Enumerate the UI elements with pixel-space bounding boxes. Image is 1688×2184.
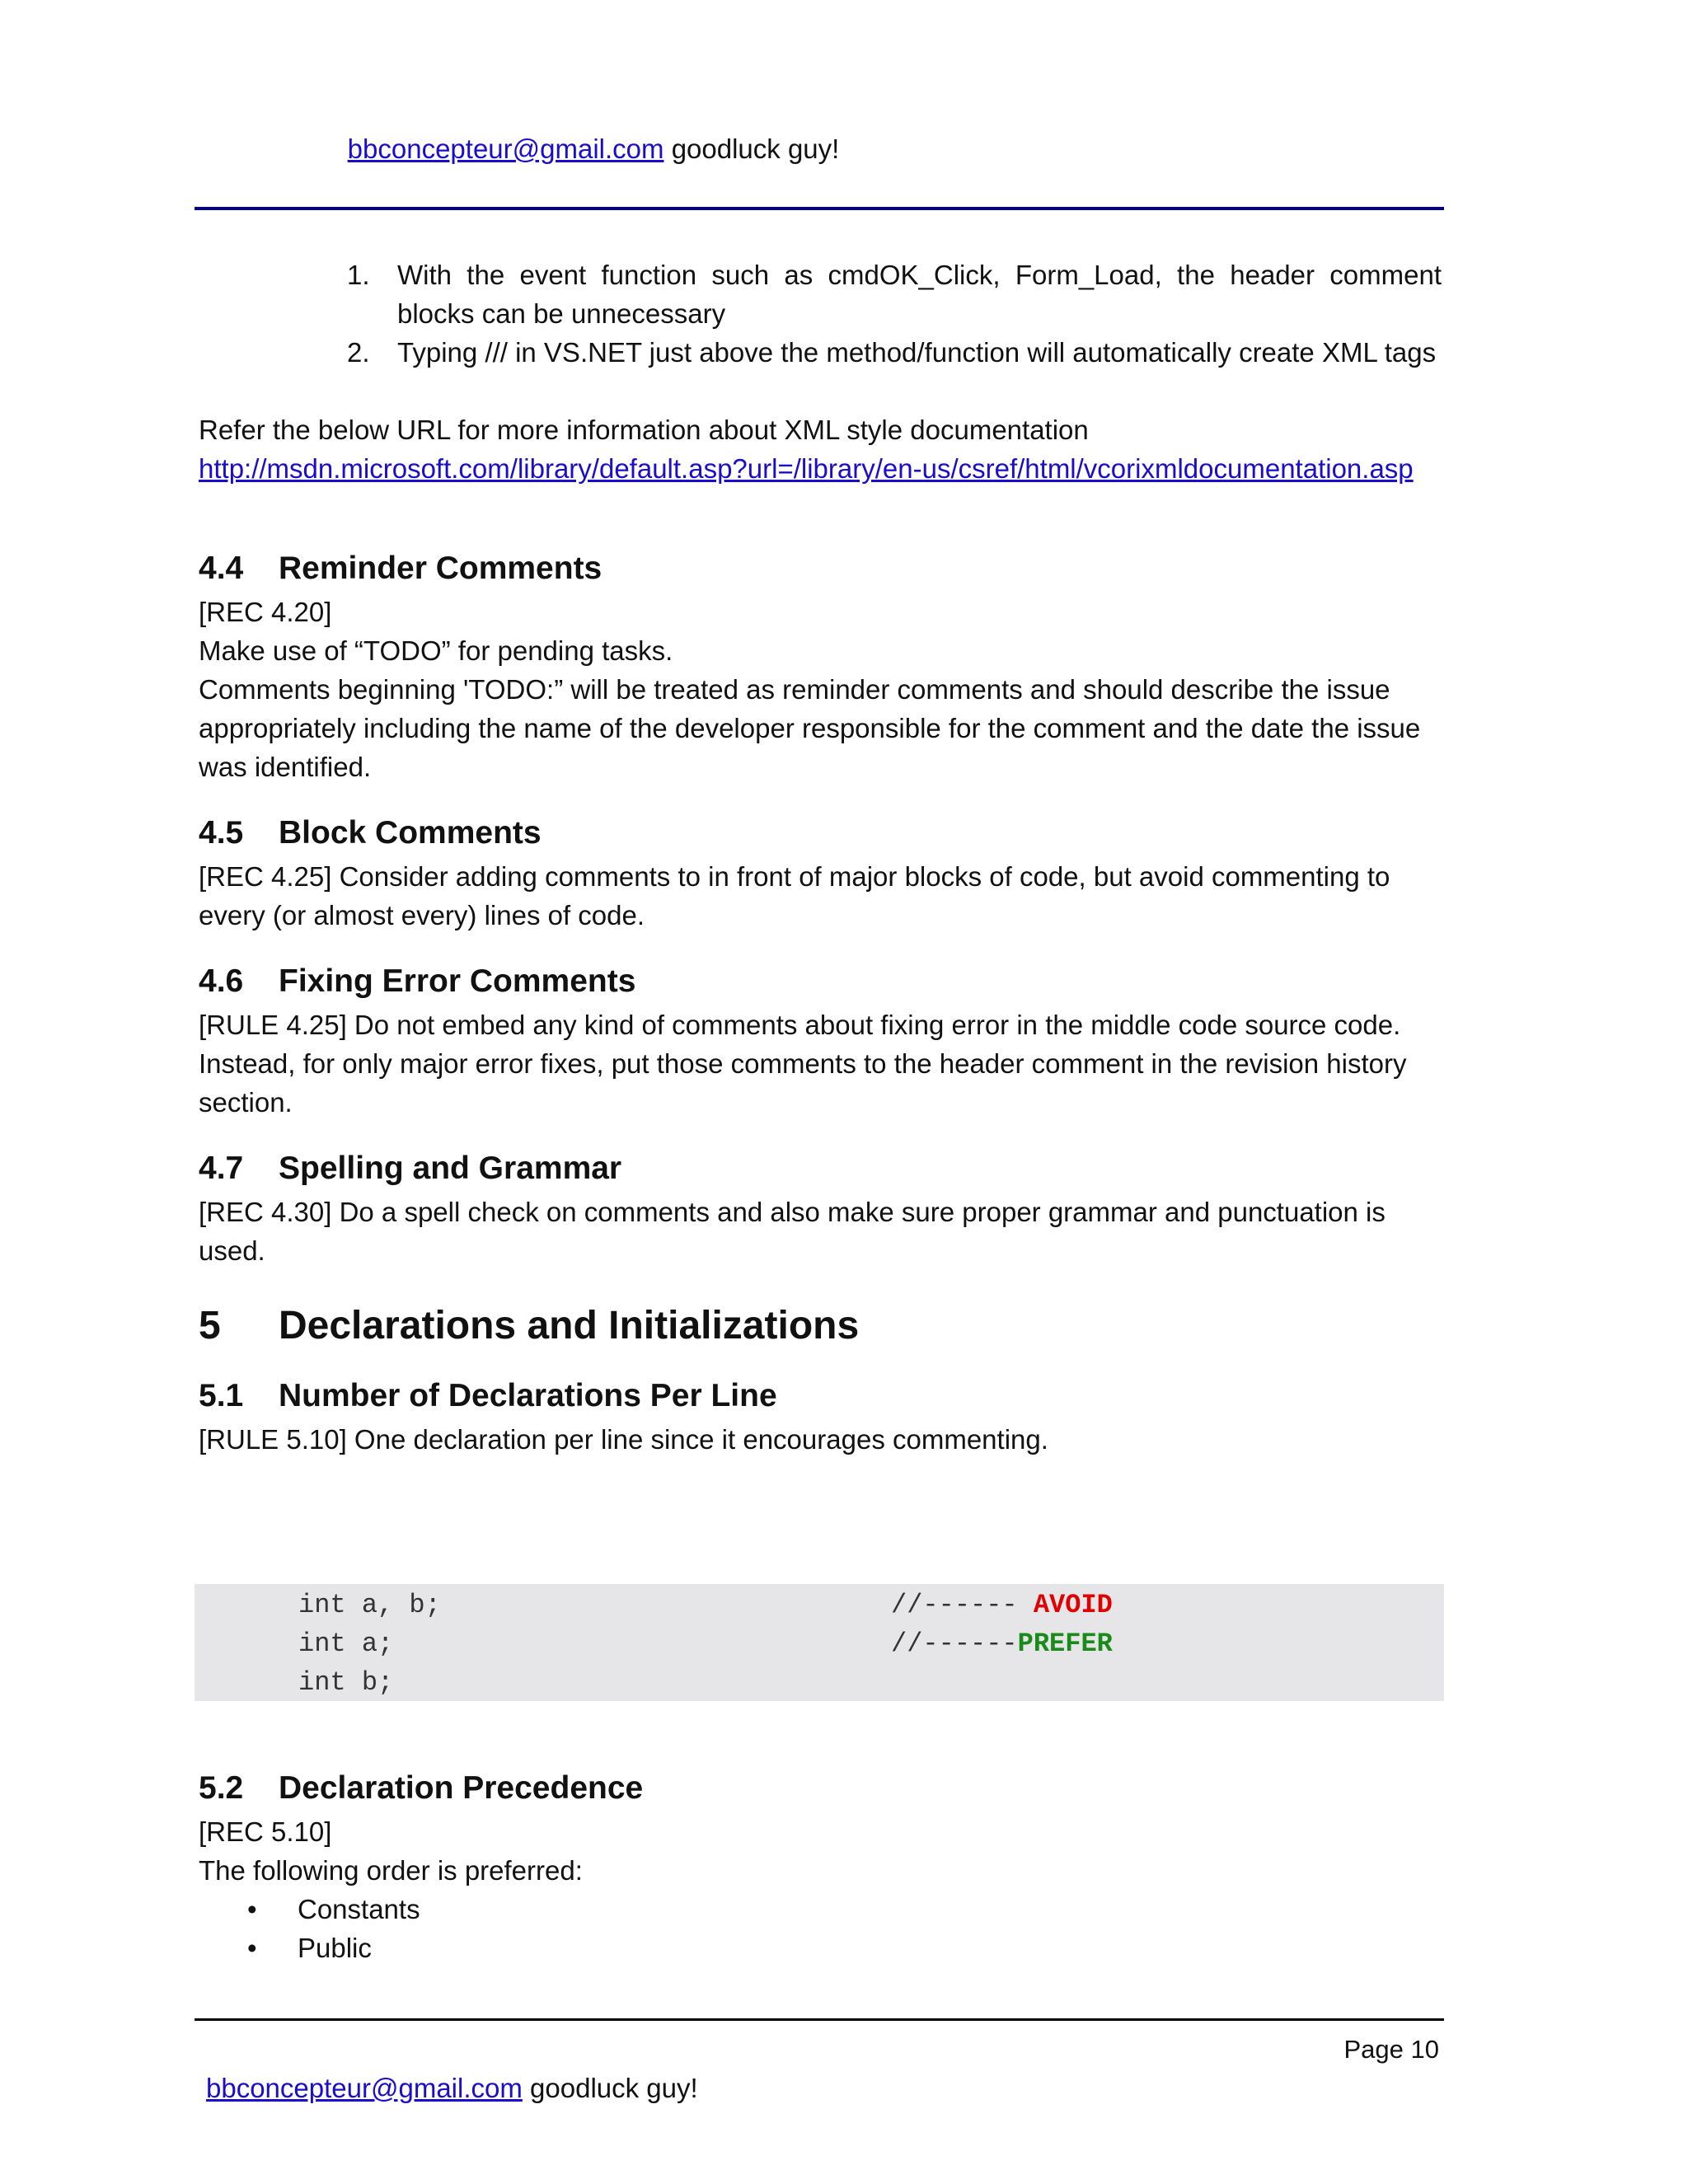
list-text: With the event function such as cmdOK_Click, Form_Load, the header comment blocks can be unnecessary [397, 260, 1442, 329]
code-block [195, 1584, 1444, 1701]
bullet-list [199, 1890, 1442, 1967]
section-title: Number of Declarations Per Line [279, 1378, 777, 1413]
paragraph: [RULE 5.10] One declaration per line since it encourages commenting. [199, 1424, 1048, 1455]
section-heading-4-4 [199, 548, 1442, 589]
list-item [199, 1929, 1442, 1967]
chapter-heading-5 [199, 1301, 1442, 1351]
paragraph: [RULE 4.25] Do not embed any kind of comments about fixing error in the middle code source code. Instead, for only major error fixes, put those comments to the header comment in the revision history section. [199, 1010, 1407, 1118]
prefer-label: PREFER [1017, 1629, 1113, 1659]
footer-email-link[interactable]: bbconcepteur@gmail.com [206, 2073, 523, 2103]
code-comment [891, 1586, 1113, 1624]
section-heading-4-6 [199, 961, 1442, 1002]
code-comment [891, 1624, 1113, 1663]
bullet-icon: • [247, 1933, 257, 1963]
code-line: int a, b; [298, 1590, 441, 1620]
page-header [140, 133, 1047, 166]
page-body [199, 255, 1442, 1459]
comment-prefix: //------ [891, 1629, 1018, 1659]
list-item [199, 255, 1442, 333]
section-number: 5.1 [199, 1378, 244, 1413]
avoid-label: AVOID [1033, 1590, 1113, 1620]
footer-tagline: goodluck guy! [530, 2073, 698, 2103]
numbered-list [199, 255, 1442, 372]
bullet-icon: • [247, 1894, 257, 1924]
comment-prefix: //------ [891, 1590, 1034, 1620]
code-line: int b; [298, 1667, 394, 1698]
chapter-title: Declarations and Initializations [279, 1304, 860, 1347]
list-text: Typing /// in VS.NET just above the method/function will automatically create XML tags [397, 337, 1437, 368]
list-number: 2. [347, 337, 370, 368]
paragraph: [REC 4.25] Consider adding comments to in front of major blocks of code, but avoid commenting to every (or almost every) lines of code. [199, 861, 1390, 930]
paragraph: Comments beginning 'TODO:” will be treated as reminder comments and should describe the issue appropriately including the name of the developer responsible for the comment and the date the issue was identified. [199, 674, 1421, 782]
rec-label: [REC 5.10] [199, 1816, 332, 1847]
refer-text: Refer the below URL for more information about XML style documentation [199, 415, 1089, 445]
header-email-link[interactable]: bbconcepteur@gmail.com [347, 134, 664, 164]
section-heading-5-2 [199, 1768, 1442, 1809]
section-title: Block Comments [279, 815, 542, 851]
paragraph: The following order is preferred: [199, 1855, 583, 1886]
section-heading-5-1 [199, 1376, 1442, 1417]
section-title: Reminder Comments [279, 551, 603, 586]
section-number: 4.7 [199, 1151, 244, 1186]
paragraph: Make use of “TODO” for pending tasks. [199, 635, 673, 666]
page-number: Page 10 [1343, 2035, 1439, 2064]
section-number: 4.4 [199, 551, 244, 586]
refer-url-line [199, 449, 1442, 488]
section-heading-4-7 [199, 1148, 1442, 1189]
paragraph: [REC 4.30] Do a spell check on comments and also make sure proper grammar and punctuation is used. [199, 1197, 1386, 1266]
section-number: 4.5 [199, 815, 244, 851]
list-text: Constants [298, 1894, 420, 1924]
section-heading-4-5 [199, 813, 1442, 854]
list-number: 1. [347, 260, 370, 290]
list-item [199, 1890, 1442, 1929]
rec-label: [REC 4.20] [199, 597, 332, 627]
section-title: Declaration Precedence [279, 1770, 644, 1806]
list-item [199, 333, 1442, 372]
section-title: Spelling and Grammar [279, 1151, 622, 1186]
section-number: 5.2 [199, 1770, 244, 1806]
page-footer [206, 2072, 698, 2105]
msdn-link[interactable]: http://msdn.microsoft.com/library/default.asp?url=/library/en-us/csref/html/vcorixmldocumentation.asp [199, 453, 1414, 484]
page-body-lower [199, 1768, 1442, 1967]
footer-rule [195, 2018, 1444, 2021]
header-rule [195, 207, 1444, 210]
header-tagline: goodluck guy! [671, 134, 840, 164]
list-text: Public [298, 1933, 372, 1963]
section-title: Fixing Error Comments [279, 963, 636, 999]
code-line: int a; [298, 1629, 394, 1659]
chapter-number: 5 [199, 1304, 221, 1347]
section-number: 4.6 [199, 963, 244, 999]
